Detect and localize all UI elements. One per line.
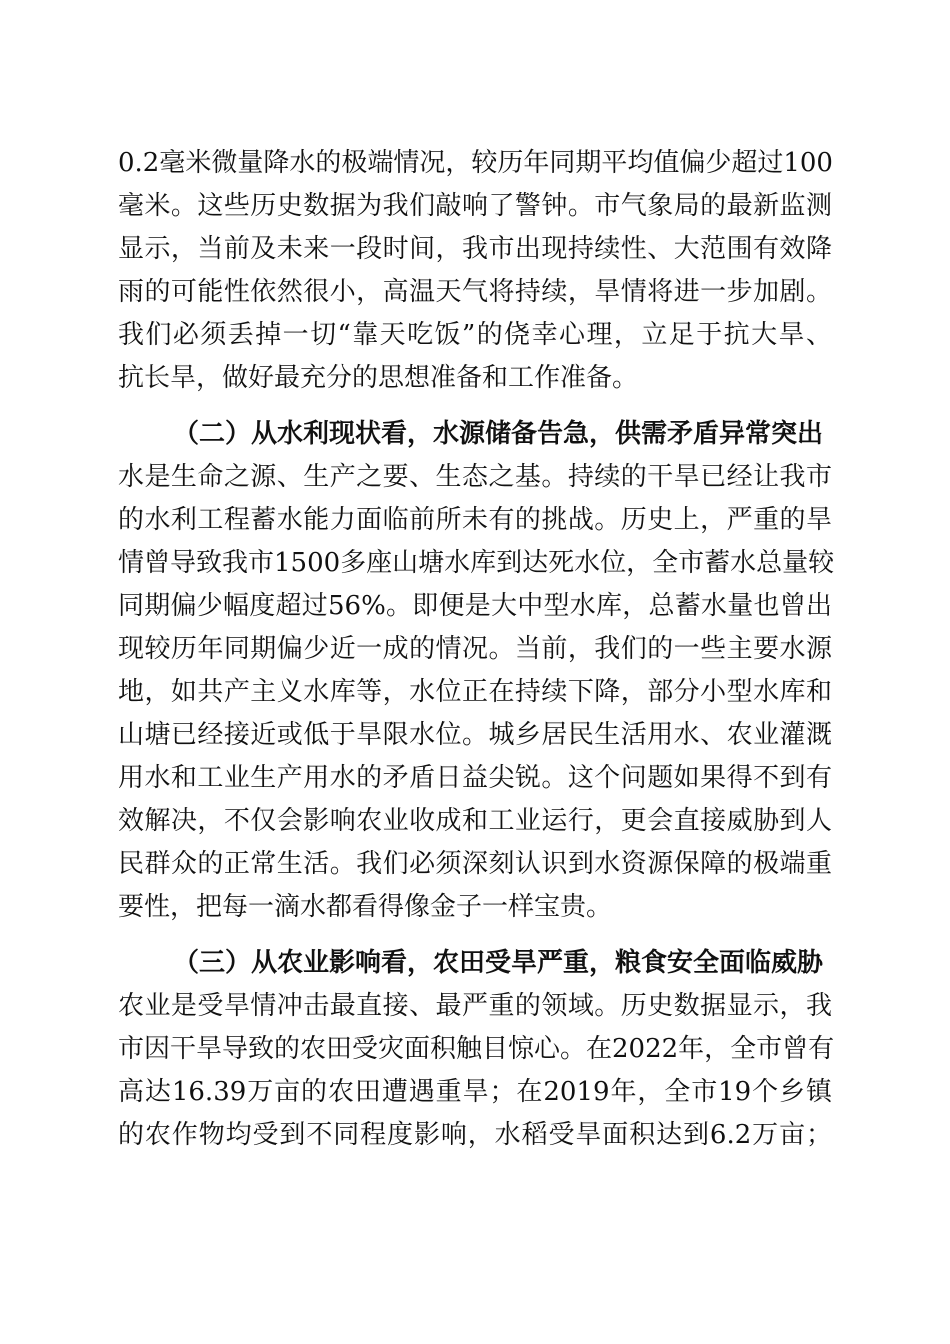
text-line: 同期偏少幅度超过56%。即便是大中型水库，总蓄水量也曾出	[118, 591, 832, 621]
text-line: 我们必须丢掉一切“靠天吃饭”的侥幸心理，立足于抗大旱、	[118, 320, 832, 350]
text-line: 市因干旱导致的农田受灾面积触目惊心。在2022年，全市曾有	[118, 1034, 835, 1064]
text-line: 毫米。这些历史数据为我们敲响了警钟。市气象局的最新监测	[118, 191, 832, 221]
text-line: 抗长旱，做好最充分的思想准备和工作准备。	[118, 363, 639, 393]
text-line: 现较历年同期偏少近一成的情况。当前，我们的一些主要水源	[118, 634, 832, 664]
text-line: 效解决，不仅会影响农业收成和工业运行，更会直接威胁到人	[118, 806, 832, 836]
text-line: 用水和工业生产用水的矛盾日益尖锐。这个问题如果得不到有	[118, 763, 832, 793]
text-line: 雨的可能性依然很小，高温天气将持续，旱情将进一步加剧。	[118, 277, 832, 307]
text-line: 情曾导致我市1500多座山塘水库到达死水位，全市蓄水总量较	[118, 548, 835, 578]
text-line: 民群众的正常生活。我们必须深刻认识到水资源保障的极端重	[118, 849, 832, 879]
text-line: 的农作物均受到不同程度影响，水稻受旱面积达到6.2万亩；	[118, 1120, 832, 1150]
text-line: 0.2毫米微量降水的极端情况，较历年同期平均值偏少超过100	[118, 148, 833, 178]
text-line: 农业是受旱情冲击最直接、最严重的领域。历史数据显示，我	[118, 991, 832, 1021]
text-line: 高达16.39万亩的农田遭遇重旱；在2019年，全市19个乡镇	[118, 1077, 832, 1107]
text-line: 水是生命之源、生产之要、生态之基。持续的干旱已经让我市	[118, 462, 832, 492]
text-line: 的水利工程蓄水能力面临前所未有的挑战。历史上，严重的旱	[118, 505, 832, 535]
section-heading-agriculture-impact: （三）从农业影响看，农田受旱严重，粮食安全面临威胁	[173, 948, 824, 978]
paragraph-drought-outlook	[118, 142, 832, 400]
document-body	[118, 142, 835, 1157]
text-line: 显示，当前及未来一段时间，我市出现持续性、大范围有效降	[118, 234, 832, 264]
paragraph-agriculture	[118, 985, 835, 1157]
paragraph-water-resources	[118, 456, 835, 929]
text-line: 地，如共产主义水库等，水位正在持续下降，部分小型水库和	[118, 677, 832, 707]
text-line: 山塘已经接近或低于旱限水位。城乡居民生活用水、农业灌溉	[118, 720, 832, 750]
section-heading-water-status: （二）从水利现状看，水源储备告急，供需矛盾异常突出	[173, 419, 824, 449]
text-line: 要性，把每一滴水都看得像金子一样宝贵。	[118, 892, 613, 922]
